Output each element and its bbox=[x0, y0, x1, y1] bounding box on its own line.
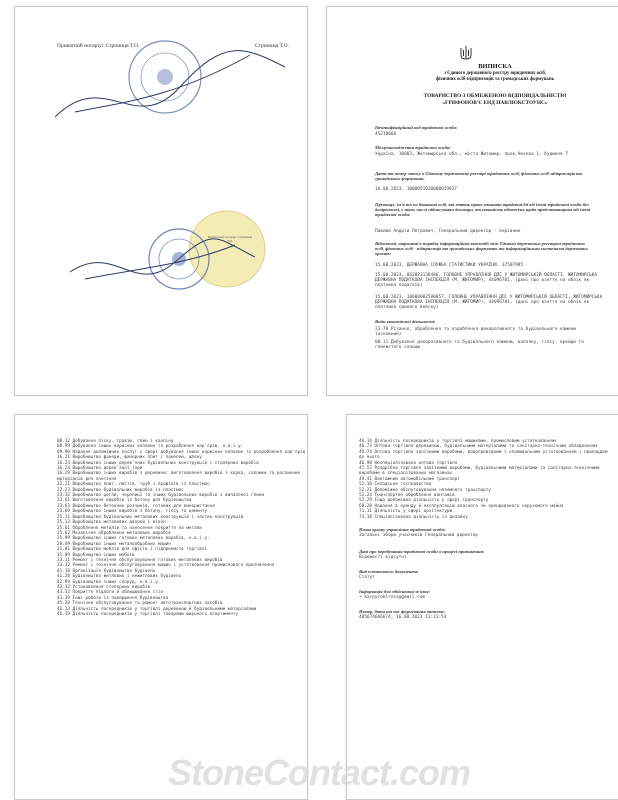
company-name-line-1: ТОВАРИСТВО З ОБМЕЖЕНОЮ ВІДПОВІДАЛЬНІСТЮ bbox=[423, 93, 567, 99]
activity-item: 71.11 Діяльність у сфері архітектури bbox=[359, 509, 453, 515]
hologram-text: Приватний нотаріус Стриниця Т.О. bbox=[207, 235, 253, 243]
document-page-extract bbox=[326, 6, 618, 396]
activity-item: 28.49 Виробництво інших металообробних машин bbox=[57, 541, 171, 547]
activity-item: 33.12 Ремонт і технічне обслуговування машин і устатковання промислового призначення bbox=[57, 563, 275, 569]
termination-value: Відомості відсутні bbox=[359, 555, 407, 560]
activity-item: 22.21 Виробництво плит, листів, труб і профілів із пластмас bbox=[57, 482, 210, 488]
code-value: 45210666 bbox=[375, 132, 397, 137]
activity-item: 46.90 Неспеціалізована оптова торгівля bbox=[359, 460, 458, 466]
registration-value: 16.08.2023, 1000051020000019827 bbox=[375, 187, 457, 192]
activity-item: 09.90 Надання допоміжних послуг у сфері добування інших корисних копалин та розроблення кар'єрів bbox=[57, 449, 306, 455]
activity-item: 41.10 Організація будівництва будівель bbox=[57, 568, 156, 574]
address-value: Україна, 10003, Житомирська обл., місто Житомир, пров.Чехова 1, будинок 7 bbox=[375, 152, 568, 157]
activity-item: 25.11 Виробництво будівельних металевих конструкцій і частин конструкцій bbox=[57, 514, 244, 520]
watermark: StoneContact.com bbox=[168, 752, 471, 793]
activity-item: 52.21 Допоміжне обслуговування наземного транспорту bbox=[359, 487, 491, 493]
document-page-activities bbox=[14, 414, 308, 800]
extract-number-value: 405674666674, 16.08.2023 13:11:53 bbox=[359, 615, 447, 620]
activity-item: 22.23 Виробництво будівельних виробів із пластмас bbox=[57, 487, 184, 493]
activity-item: 46.19 Діяльність посередників у торгівлі товарами широкого асортименту bbox=[57, 612, 239, 617]
activity-item: 31.09 Виробництво інших меблів bbox=[57, 552, 135, 558]
activities-list-continued bbox=[359, 439, 615, 520]
activity-item: 33.11 Ремонт і технічне обслуговування готових металевих виробів bbox=[57, 557, 223, 563]
founding-doc-label: Вид установчого документа: bbox=[359, 569, 419, 574]
contact-label: Інформація для здійснення зв'язку: bbox=[359, 589, 431, 594]
activity-item: 45.20 Технічне обслуговування та ремонт автотранспортних засобів bbox=[57, 601, 223, 607]
activity-item: 43.33 Покриття підлоги й облицювання стін bbox=[57, 590, 164, 596]
activity-item: 08.99 Добування інших корисних копалин та розроблення кар'єрів, н.в.і.у. bbox=[57, 444, 244, 450]
company-name-line-2: «ГРИФОНОВ'Є ЕНД ПАВЛЮКСТОУНС» bbox=[442, 100, 548, 106]
trident-icon bbox=[460, 45, 472, 61]
activity-value-2: 08.11 Добування декоративного та будівельного каменю, вапняку, гіпсу, крейди та глинистого сланцю bbox=[375, 340, 587, 351]
top-signature-icon bbox=[55, 51, 285, 117]
activity-item: 23.69 Виробництво інших виробів з бетону, гіпсу та цементу bbox=[57, 509, 208, 515]
notary-header-right: Стриниця Т.О. bbox=[254, 43, 289, 49]
stamps-and-signatures bbox=[15, 7, 307, 395]
activity-item: 16.29 Виробництво інших виробів з деревини; виготовлення виробів з корка, соломки та рослинних матеріалів для плетіння bbox=[57, 471, 301, 482]
document-subtitle-1: з Єдиного державного реєстру юридичних осіб, bbox=[443, 71, 547, 76]
activity-item: 16.24 Виробництво дерев'яної тари bbox=[57, 466, 143, 472]
termination-label: Дані про перебування юридичної особи в процесі припинення: bbox=[359, 549, 485, 554]
founding-doc-value: Статут bbox=[359, 575, 375, 580]
management-label: Назва органу управління юридичної особи: bbox=[359, 527, 446, 532]
info-value-2: 15.08.2023, 062023138486, ГОЛОВНЕ УПРАВЛІННЯ ДПС У ЖИТОМИРСЬКІЙ ОБЛАСТІ, ЖИТОМИРСЬКА ДЕРЖАВНА ПОДАТКОВА ІНСПЕКЦІЯ (М. ЖИТОМИР), 44096781, (дані про взяття на облік як платника податків) bbox=[375, 273, 600, 289]
activity-item: 49.41 Вантажний автомобільний транспорт bbox=[359, 476, 460, 482]
activity-item: 43.39 Інші роботи із завершення будівництва bbox=[57, 595, 169, 601]
activity-item: 68.20 Надання в оренду й експлуатацію власного чи орендованого нерухомого майна bbox=[359, 503, 564, 509]
activity-item: 31.01 Виробництво меблів для офісів і підприємств торгівлі bbox=[57, 547, 208, 553]
activity-item: 52.24 Транспортне оброблення вантажів bbox=[359, 493, 455, 499]
activity-item: 08.12 Добування піску, гравію, глин і каоліну bbox=[57, 439, 174, 444]
activity-item: 42.99 Будівництво інших споруд, н.в.і.у. bbox=[57, 579, 161, 585]
activities-list bbox=[57, 439, 307, 617]
activity-value-1: 23.70 Різання, оброблення та оздоблення декоративного та будівельного каменю (основний) bbox=[375, 327, 579, 338]
extract-number-label: Номер, дата та час формування виписки: bbox=[359, 609, 445, 614]
document-title: ВИПИСКА bbox=[478, 63, 512, 70]
activity-item: 16.21 Виробництво фанери, фанерних плит і панелей, шпону bbox=[57, 455, 202, 461]
activity-item: 23.61 Виготовлення виробів із бетону для будівництва bbox=[57, 498, 192, 504]
activity-item: 52.29 Інша допоміжна діяльність у сфері транспорту bbox=[359, 498, 489, 504]
activity-item: 43.32 Установлення столярних виробів bbox=[57, 584, 151, 590]
activity-item: 25.61 Оброблення металів та нанесення покриття на метали bbox=[57, 525, 202, 531]
persons-label: Прізвище, ім'я та по батькові осіб, які мають право вчиняти юридичні дії від імені юридичної особи без довіреності, у тому числі підписувати договори, та наявність обмежень щодо представництва від імені юридичної особи: bbox=[375, 202, 591, 218]
document-subtitle-2: фізичних осіб-підприємців та громадських формувань bbox=[435, 77, 555, 82]
activity-item: 46.13 Діяльність посередників у торгівлі деревиною й будівельними матеріалами bbox=[57, 606, 257, 612]
registration-label: Дата та номер запису в Єдиному державному реєстрі юридичних осіб, фізичних осіб-підприємців та громадських формувань: bbox=[375, 171, 582, 182]
activity-item: 25.12 Виробництво металевих дверей і вікон bbox=[57, 520, 166, 526]
activity-item: 46.74 Оптова торгівля залізними виробами, водопровідним і опалювальним устаткованням і приладдям до нього bbox=[359, 449, 608, 461]
activity-item: 74.10 Спеціалізована діяльність із дизайну bbox=[359, 514, 468, 520]
activity-item: 25.99 Виробництво інших готових металевих виробів, н.в.і.у. bbox=[57, 536, 210, 542]
management-value: Загальні збори учасників Генеральний директор bbox=[359, 533, 478, 538]
code-label: Ідентифікаційний код юридичної особи: bbox=[375, 125, 458, 130]
activity-item: 25.62 Механічне оброблення металевих виробів bbox=[57, 530, 171, 536]
activity-item: 52.10 Складське господарство bbox=[359, 482, 432, 488]
info-value-3: 15.08.2023, 10000002590057, ГОЛОВНЕ УПРАВЛІННЯ ДПС У ЖИТОМИРСЬКІЙ ОБЛАСТІ, ЖИТОМИРСЬКА ДЕРЖАВНА ПОДАТКОВА ІНСПЕКЦІЯ (М. ЖИТОМИР), 44096781, (дані про взяття на облік як платника єдиного внеску) bbox=[375, 295, 605, 311]
document-page-signature bbox=[14, 6, 308, 396]
document-page-details bbox=[346, 414, 618, 800]
activity-item: 41.20 Будівництво житлових і нежитлових будівель bbox=[57, 574, 182, 580]
hologram-sticker-icon bbox=[189, 211, 265, 287]
activity-item: 16.23 Виробництво інших дерев'яних будівельних конструкцій і столярних виробів bbox=[57, 460, 259, 466]
info-label: Відомості, отримані в порядку інформаційної взаємодії між Єдиним державним реєстром юридичних осіб, фізичних осіб - підприємців та громадських формувань та інформаційними системами державних органів: bbox=[375, 241, 588, 257]
info-value-1: 15.08.2023, ДЕРЖАВНА СЛУЖБА СТАТИСТИКИ УКРАЇНИ, 37507985 bbox=[375, 263, 524, 268]
persons-value: Павлюк Андрій Петрович, Генеральний директор - керівник bbox=[375, 229, 521, 234]
activity-item: 46.73 Оптова торгівля деревиною, будівельними матеріалами та санітарно-технічним обладнанням bbox=[359, 444, 597, 450]
address-label: Місцезнаходження юридичної особи: bbox=[375, 145, 451, 150]
activity-label: Види економічної діяльності: bbox=[375, 319, 436, 324]
contact-value: + karpyroklrnss@gmail.com bbox=[359, 595, 426, 600]
activity-item: 23.63 Виробництво бетонних розчинів, готових для використання bbox=[57, 503, 215, 509]
activity-item: 47.52 Роздрібна торгівля залізними виробами, будівельними матеріалами та санітарно-технічними виробами в спеціалізованих магазинах bbox=[359, 466, 600, 477]
top-stamp-icon bbox=[129, 41, 201, 113]
notary-header-left: Приватний нотаріус Стриниця Т.О. bbox=[57, 43, 140, 49]
activity-item: 46.14 Діяльність посередників у торгівлі машинами, промисловим устаткованням bbox=[359, 439, 556, 444]
activity-item: 23.32 Виробництво цегли, черепиці та інших будівельних виробів з випаленої глини bbox=[57, 493, 264, 499]
